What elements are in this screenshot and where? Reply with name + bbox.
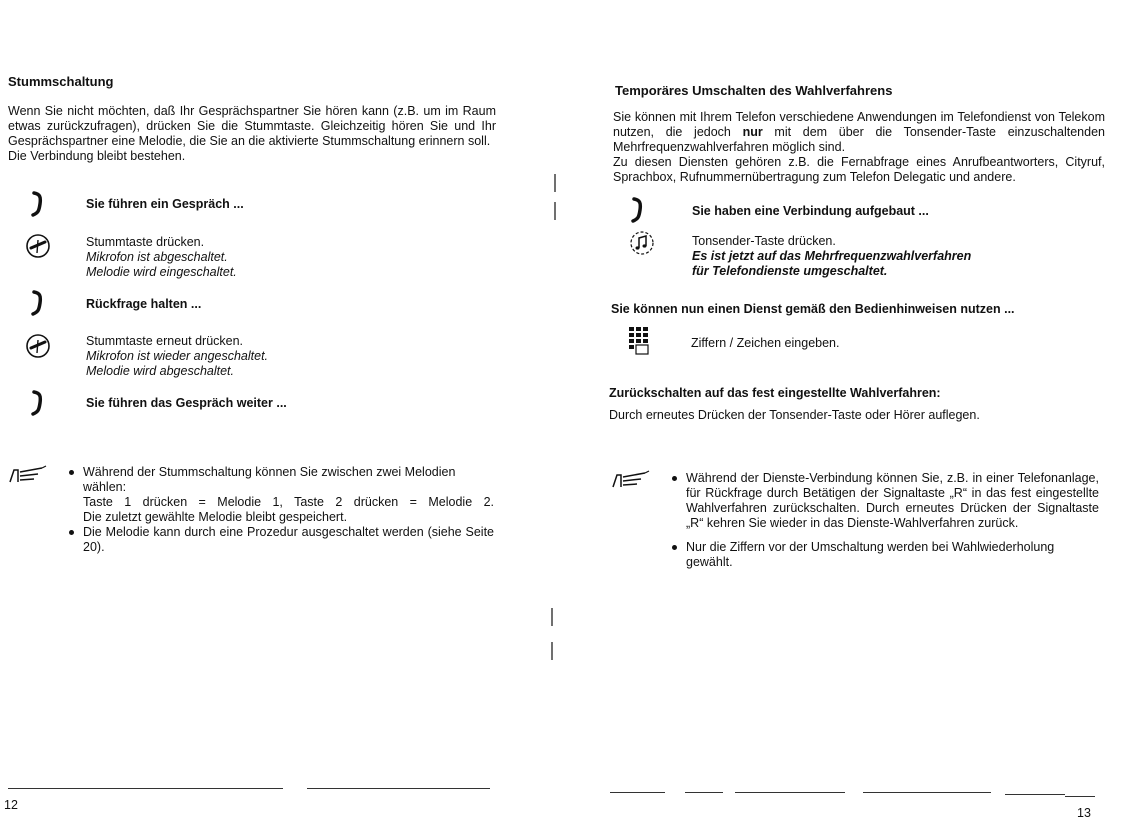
footer-rule	[685, 792, 723, 793]
step-tone-action: Tonsender-Taste drücken.	[692, 234, 836, 248]
services-text: Zu diesen Diensten gehören z.B. die Fernabfrage eines Anrufbeantworters, Cityruf, Sprachbox, Rufnummernübertragung zum Telefon Delegatic und andere.	[613, 155, 1105, 184]
intro-text	[613, 110, 1105, 155]
handset-icon	[630, 197, 644, 223]
step-mute-result-mic: Mikrofon ist abgeschaltet.	[86, 250, 228, 264]
step-connection-established: Sie haben eine Verbindung aufgebaut ...	[692, 204, 929, 218]
intro-text-emphasis: nur	[742, 125, 763, 139]
intro-paragraph	[8, 104, 496, 164]
footer-rule	[307, 788, 490, 789]
intro-text: Wenn Sie nicht möchten, daß Ihr Gesprächspartner Sie hören kann (z.B. um im Raum etwas zurückzufragen), drücken Sie die Stummtaste. Gleichzeitig hören Sie und Ihr Gesprächspartner eine Melodie, die Sie an die aktivierte Stummschaltung erinnern soll.	[8, 104, 496, 148]
step-tone-result-1: Es ist jetzt auf das Mehrfrequenzwahlverfahren	[692, 249, 972, 263]
step-mute-action: Stummtaste drücken.	[86, 235, 205, 249]
note-melody-choice	[66, 465, 494, 525]
notes-list	[66, 465, 494, 555]
footer-rule	[610, 792, 665, 793]
step-unmute-result-mic: Mikrofon ist wieder angeschaltet.	[86, 349, 269, 363]
step-unmute-result-melody: Melodie wird abgeschaltet.	[86, 364, 234, 378]
section-heading-dialing: Temporäres Umschalten des Wahlverfahrens	[615, 83, 893, 98]
notes-list	[669, 471, 1099, 570]
step-unmute-block	[86, 334, 268, 379]
step-in-call: Sie führen ein Gespräch ...	[86, 197, 244, 211]
footer-rule	[863, 792, 991, 793]
footer-rule	[1005, 794, 1065, 795]
note-redial: Nur die Ziffern vor der Umschaltung werden bei Wahlwiederholung gewählt.	[669, 540, 1099, 570]
page-number: 13	[1077, 806, 1091, 820]
keypad-icon	[627, 326, 651, 356]
intro-text-part2: mit dem über die Tonsender-Taste einzuschaltenden Mehrfrequenzwahlverfahren möglich sind.	[613, 125, 1105, 154]
binding-mark	[552, 200, 558, 226]
mute-button-icon	[25, 233, 51, 259]
intro-connection-text: Die Verbindung bleibt bestehen.	[8, 149, 186, 163]
step-mute-result-melody: Melodie wird eingeschaltet.	[86, 265, 237, 279]
footer-rule	[1065, 796, 1095, 797]
section-heading-mute: Stummschaltung	[8, 74, 114, 89]
step-mute-block	[86, 235, 237, 280]
note-signal-key: Während der Dienste-Verbindung können Sie, z.B. in einer Telefonanlage, für Rückfrage durch Betätigen der Signaltaste „R“ in das fest eingestellte Wahlverfahren zurückschalten. Durch erneutes Drücken der Signaltaste „R“ kehren Sie wieder in das Dienste-Wahlverfahren zurück.	[669, 471, 1099, 531]
right-page	[565, 0, 1130, 820]
binding-mark	[549, 606, 555, 632]
use-service-heading: Sie können nun einen Dienst gemäß den Bedienhinweisen nutzen ...	[611, 302, 1015, 316]
pointing-hand-icon	[611, 469, 651, 491]
switchback-text: Durch erneutes Drücken der Tonsender-Taste oder Hörer auflegen.	[609, 408, 980, 422]
page-number: 12	[4, 798, 18, 812]
step-continue-call: Sie führen das Gespräch weiter ...	[86, 396, 287, 410]
binding-mark	[549, 640, 555, 666]
note-melody-saved: Die zuletzt gewählte Melodie bleibt gespeichert.	[83, 510, 348, 524]
mute-button-icon	[25, 333, 51, 359]
pointing-hand-icon	[8, 464, 48, 486]
note-melody-disable: Die Melodie kann durch eine Prozedur ausgeschaltet werden (siehe Seite 20).	[66, 525, 494, 555]
handset-icon	[30, 390, 44, 416]
step-hold-inquiry: Rückfrage halten ...	[86, 297, 202, 311]
intro-paragraph	[613, 110, 1105, 185]
keypad-action: Ziffern / Zeichen eingeben.	[691, 336, 840, 350]
switchback-heading: Zurückschalten auf das fest eingestellte Wahlverfahren:	[609, 386, 941, 400]
handset-icon	[30, 191, 44, 217]
step-unmute-action: Stummtaste erneut drücken.	[86, 334, 244, 348]
footer-rule	[8, 788, 283, 789]
left-page	[0, 0, 560, 820]
intro-text-part1: Sie können mit Ihrem Telefon verschiedene Anwendungen im Telefondienst von Telekom nutzen, die jedoch	[613, 110, 1105, 139]
handset-icon	[30, 290, 44, 316]
note-melody-keys: Taste 1 drücken = Melodie 1, Taste 2 drücken = Melodie 2.	[83, 495, 494, 509]
footer-rule	[735, 792, 845, 793]
binding-mark	[552, 172, 558, 198]
step-tone-block	[692, 234, 971, 279]
step-tone-result-2: für Telefondienste umgeschaltet.	[692, 264, 888, 278]
note-melody-choice-text: Während der Stummschaltung können Sie zwischen zwei Melodien wählen:	[83, 465, 456, 494]
tone-button-icon	[629, 230, 655, 256]
